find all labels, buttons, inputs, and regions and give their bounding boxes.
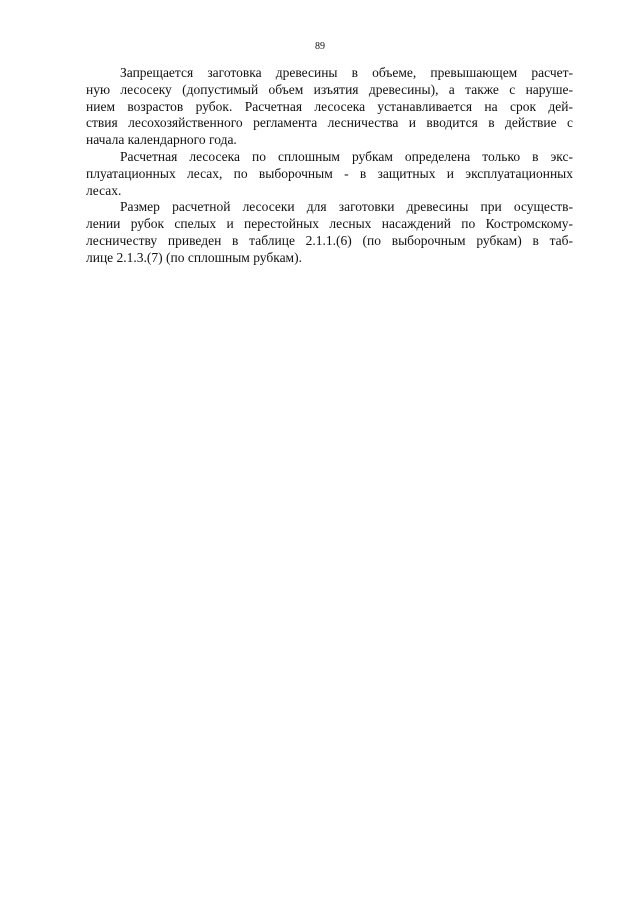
text-line: лесничеству приведен в таблице 2.1.1.(6) (по выборочным рубкам) в таб- (86, 232, 573, 248)
paragraph-table-reference (86, 199, 573, 266)
text-line: ствия лесохозяйственного регламента лесничества и вводится в действие с (86, 115, 573, 131)
paragraph-clear-cutting (86, 149, 573, 199)
text-line: ную лесосеку (допустимый объем изъятия древесины), а также с наруше- (86, 81, 573, 97)
text-line: Расчетная лесосека по сплошным рубкам определена только в экс- (120, 148, 573, 164)
text-line: Размер расчетной лесосеки для заготовки древесины при осуществ- (120, 199, 573, 215)
text-line: лице 2.1.3.(7) (по сплошным рубкам). (86, 249, 302, 265)
text-line: лесах. (86, 182, 122, 198)
text-line: нием возрастов рубок. Расчетная лесосека устанавливается на срок дей- (86, 98, 573, 114)
text-line: начала календарного года. (86, 132, 237, 148)
page-number: 89 (315, 41, 325, 52)
text-line: Запрещается заготовка древесины в объеме, превышающем расчет- (120, 65, 573, 80)
body-text (86, 65, 573, 267)
text-line: лении рубок спелых и перестойных лесных насаждений по Костромскому- (86, 216, 573, 232)
text-line: плуатационных лесах, по выборочным - в защитных и эксплуатационных (86, 165, 573, 181)
paragraph-harvest-limit (86, 65, 573, 149)
